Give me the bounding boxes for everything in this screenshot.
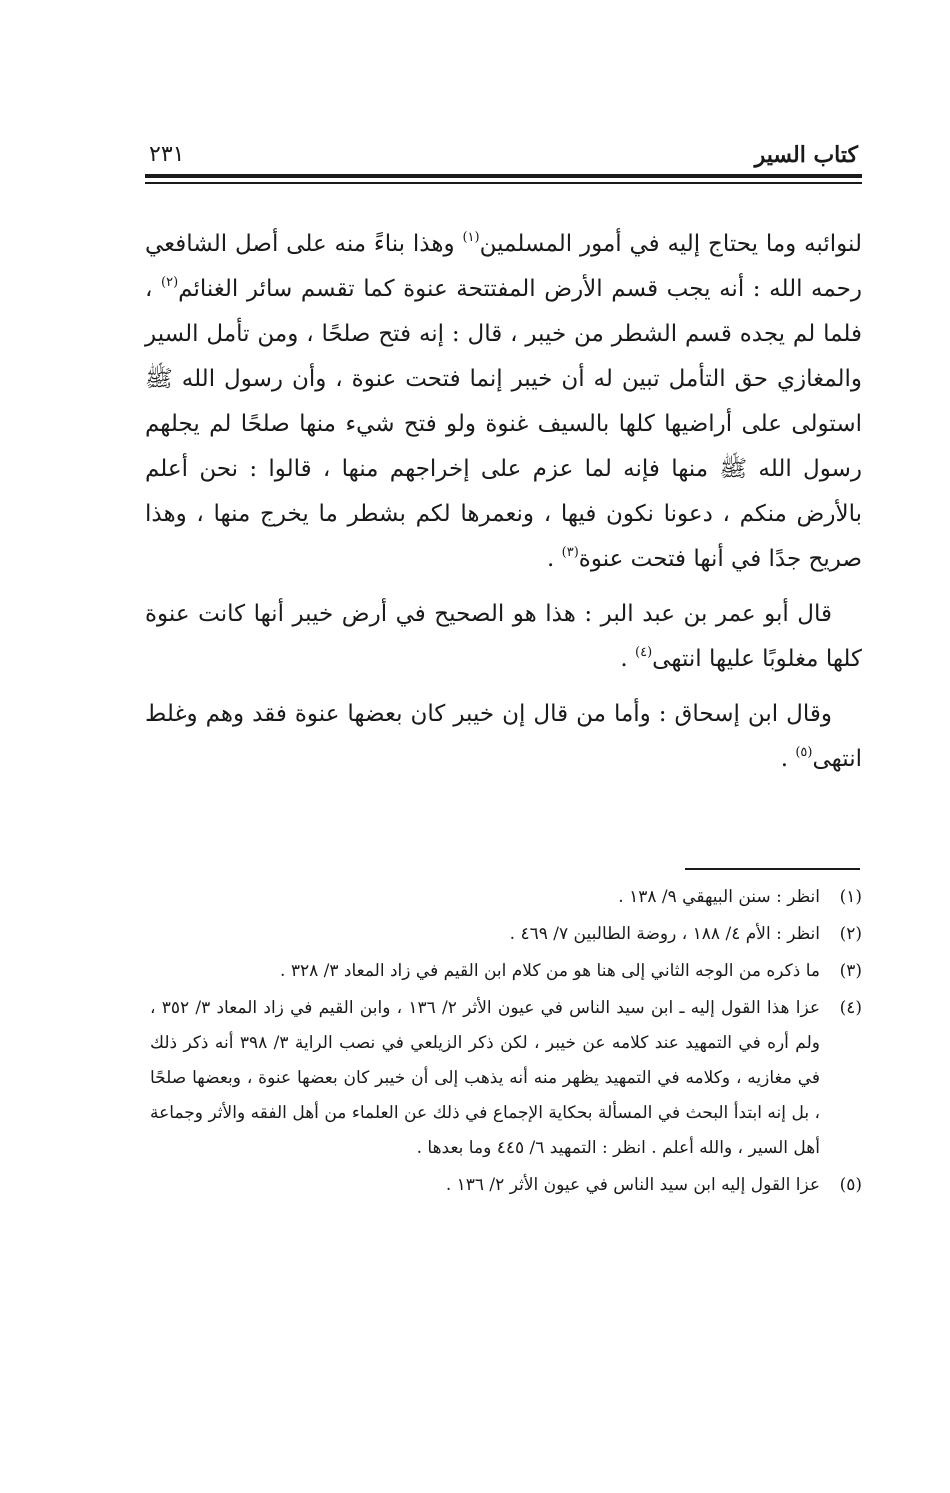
paragraph-3-text-b: . [780, 746, 796, 772]
paragraph-1-text-a: لنوائبه وما يحتاج إليه في أمور المسلمين [479, 231, 862, 257]
footnote-text: ما ذكره من الوجه الثاني إلى هنا هو من كلام ابن القيم في زاد المعاد ٣/ ٣٢٨ . [280, 961, 820, 981]
paragraph-3 [145, 692, 862, 782]
footnote-text: عزا القول إليه ابن سيد الناس في عيون الأثر ٢/ ١٣٦ . [445, 1175, 820, 1195]
footnote-number: (٣) [839, 961, 862, 981]
footnote-ref-1[interactable]: (١) [462, 230, 480, 245]
footnote-item [150, 991, 862, 1166]
header-rule-thin [145, 182, 862, 184]
paragraph-1-text-b: وهذا بناءً منه على أصل الشافعي رحمه الله : أنه يجب قسم الأرض المفتتحة عنوة كما تقسم سائر الغنائم [145, 231, 862, 302]
footnote-number: (٥) [839, 1175, 862, 1195]
footnotes-section [150, 880, 862, 1205]
footnote-text: عزا هذا القول إليه ـ ابن سيد الناس في عيون الأثر ٢/ ١٣٦ ، وابن القيم في زاد المعاد ٣/ ٣٥٢ ، ولم أره في التمهيد عند كلامه عن خيبر ، لكن ذكر الزيلعي في نصب الراية ٣/ ٣٩٨ أنه ذكر ذلك في مغازيه ، وكلامه في التمهيد يظهر منه أنه يذهب إلى أن خيبر كان بعضها عنوة ، وبعضها صلحًا ، بل إنه ابتدأ البحث في المسألة بحكاية الإجماع في ذلك عن العلماء من أهل الفقه والأثر وجماعة أهل السير ، والله أعلم . انظر : التمهيد ٦/ ٤٤٥ وما بعدها . [150, 998, 820, 1158]
footnote-item [150, 917, 862, 952]
footnote-number: (٤) [839, 998, 862, 1018]
footnote-ref-5[interactable]: (٥) [795, 745, 813, 760]
page-number: ٢٣١ [149, 142, 185, 167]
footnote-ref-3[interactable]: (٣) [561, 545, 579, 560]
footnote-number: (٢) [839, 924, 862, 944]
page-header [145, 140, 860, 176]
main-text [145, 222, 862, 792]
footnote-item [150, 954, 862, 989]
header-rule-thick [145, 174, 862, 178]
paragraph-2-text-b: . [620, 646, 636, 672]
running-title: كتاب السير [754, 142, 858, 168]
footnote-text: انظر : سنن البيهقي ٩/ ١٣٨ . [618, 887, 820, 907]
footnote-number: (١) [839, 887, 862, 907]
paragraph-3-text-a: وقال ابن إسحاق : وأما من قال إن خيبر كان بعضها عنوة فقد وهم وغلط انتهى [145, 701, 862, 772]
paragraph-2-text-a: قال أبو عمر بن عبد البر : هذا هو الصحيح في أرض خيبر أنها كانت عنوة كلها مغلوبًا عليها انتهى [145, 601, 862, 672]
paragraph-1 [145, 222, 862, 582]
footnote-ref-4[interactable]: (٤) [635, 645, 653, 660]
footnote-item [150, 1168, 862, 1203]
paragraph-1-text-d: . [547, 546, 562, 572]
footnote-item [150, 880, 862, 915]
paragraph-2 [145, 592, 862, 682]
paragraph-1-text-c: ، فلما لم يجده قسم الشطر من خيبر ، قال : إنه فتح صلحًا ، ومن تأمل السير والمغازي حق التأمل تبين له أن خيبر إنما فتحت عنوة ، وأن رسول الله ﷺ استولى على أراضيها كلها بالسيف غنوة ولو فتح شيء منها صلحًا لم يجلهم رسول الله ﷺ منها فإنه لما عزم على إخراجهم منها ، قالوا : نحن أعلم بالأرض منكم ، دعونا نكون فيها ، ونعمرها لكم بشطر ما يخرج منها ، وهذا صريح جدًا في أنها فتحت عنوة [145, 276, 862, 572]
footnote-text: انظر : الأم ٤/ ١٨٨ ، روضة الطالبين ٧/ ٤٦٩ . [509, 924, 820, 944]
footnote-separator [685, 868, 860, 870]
footnote-ref-2[interactable]: (٢) [161, 275, 179, 290]
